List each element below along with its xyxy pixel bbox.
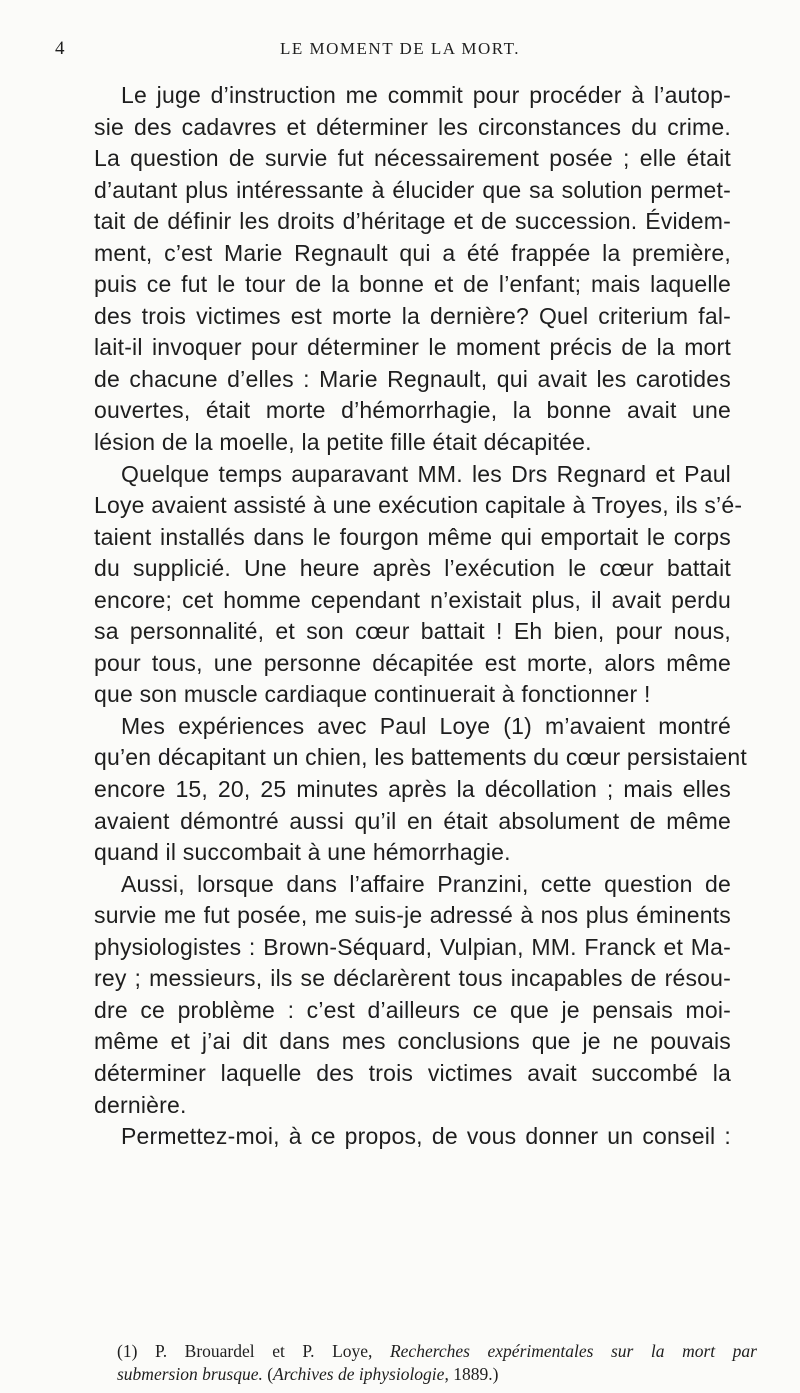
text-line: lésion de la moelle, la petite fille était décapitée. bbox=[94, 429, 592, 456]
text-line: lait-il invoquer pour déterminer le moment précis de la mort bbox=[94, 334, 731, 361]
paragraph bbox=[94, 869, 731, 1121]
text-line: Mes expériences avec Paul Loye (1) m’avaient montré bbox=[121, 712, 731, 739]
text-line: quand il succombait à une hémorrhagie. bbox=[94, 839, 511, 866]
footnote-citation-prefix: (1) P. Brouardel et P. Loye, bbox=[117, 1341, 390, 1361]
text-line: ment, c’est Marie Regnault qui a été frappée la première, bbox=[94, 239, 731, 266]
text-line: avaient démontré aussi qu’il en était absolument de même bbox=[94, 807, 731, 834]
text-line: Loye avaient assisté à une exécution capitale à Troyes, ils s’é- bbox=[94, 492, 743, 519]
footnote-line bbox=[117, 1363, 757, 1386]
text-line: de chacune d’elles : Marie Regnault, qui avait les carotides bbox=[94, 365, 731, 392]
paragraph bbox=[94, 459, 743, 711]
text-line: qu’en décapitant un chien, les battements du cœur persistaient bbox=[94, 744, 747, 771]
footnote-line bbox=[117, 1340, 757, 1363]
text-line: encore; cet homme cependant n’existait plus, il avait perdu bbox=[94, 586, 731, 613]
text-line: Aussi, lorsque dans l’affaire Pranzini, cette question de bbox=[121, 870, 731, 897]
footnote-journal: Archives de iphysiologie bbox=[273, 1364, 445, 1384]
text-line: taient installés dans le fourgon même qui emportait le corps bbox=[94, 523, 731, 550]
text-line: pour tous, une personne décapitée est morte, alors même bbox=[94, 649, 731, 676]
text-line: dernière. bbox=[94, 1091, 187, 1118]
text-line: Quelque temps auparavant MM. les Drs Regnard et Paul bbox=[121, 460, 731, 487]
paragraph bbox=[94, 1121, 731, 1153]
text-line: survie me fut posée, me suis-je adressé à nos plus éminents bbox=[94, 902, 731, 929]
text-line: ouvertes, était morte d’hémorrhagie, la bonne avait une bbox=[94, 397, 731, 424]
text-line: d’autant plus intéressante à élucider que sa solution permet- bbox=[94, 176, 731, 203]
text-line: encore 15, 20, 25 minutes après la décollation ; mais elles bbox=[94, 776, 731, 803]
footnote-year: , 1889.) bbox=[444, 1364, 499, 1384]
text-line: des trois victimes est morte la dernière? Quel criterium fal- bbox=[94, 302, 731, 329]
text-line: Permettez-moi, à ce propos, de vous donner un conseil : bbox=[121, 1123, 731, 1150]
text-line: puis ce fut le tour de la bonne et de l’enfant; mais laquelle bbox=[94, 271, 731, 298]
text-line: dre ce problème : c’est d’ailleurs ce que je pensais moi- bbox=[94, 996, 731, 1023]
paragraph bbox=[94, 80, 731, 459]
text-line: du supplicié. Une heure après l’exécution le cœur battait bbox=[94, 555, 731, 582]
page-number: 4 bbox=[55, 38, 66, 59]
text-line: rey ; messieurs, ils se déclarèrent tous incapables de résou- bbox=[94, 965, 731, 992]
text-line: physiologistes : Brown-Séquard, Vulpian, MM. Franck et Ma- bbox=[94, 933, 731, 960]
footnote-title-cont: submersion brusque. bbox=[117, 1364, 263, 1384]
text-line: La question de survie fut nécessairement posée ; elle était bbox=[94, 145, 731, 172]
text-line: sie des cadavres et déterminer les circonstances du crime. bbox=[94, 113, 731, 140]
text-line: sa personnalité, et son cœur battait ! Eh bien, pour nous, bbox=[94, 618, 731, 645]
running-title: LE MOMENT DE LA MORT. bbox=[280, 39, 520, 58]
footnote-title: Recherches expérimentales sur la mort par bbox=[389, 1341, 757, 1361]
text-line: tait de définir les droits d’héritage et de succession. Évidem- bbox=[94, 208, 731, 235]
text-line: Le juge d’instruction me commit pour procéder à l’autop- bbox=[121, 82, 731, 108]
running-head bbox=[55, 38, 745, 60]
text-line: même et j’ai dit dans mes conclusions que je ne pouvais bbox=[94, 1028, 731, 1055]
text-line: déterminer laquelle des trois victimes avait succombé la bbox=[94, 1059, 731, 1086]
text-line: que son muscle cardiaque continuerait à fonctionner ! bbox=[94, 681, 651, 708]
footnote-paren: ( bbox=[262, 1364, 274, 1384]
paragraph bbox=[94, 711, 747, 869]
body-text bbox=[94, 80, 747, 1153]
footnote bbox=[117, 1340, 757, 1386]
